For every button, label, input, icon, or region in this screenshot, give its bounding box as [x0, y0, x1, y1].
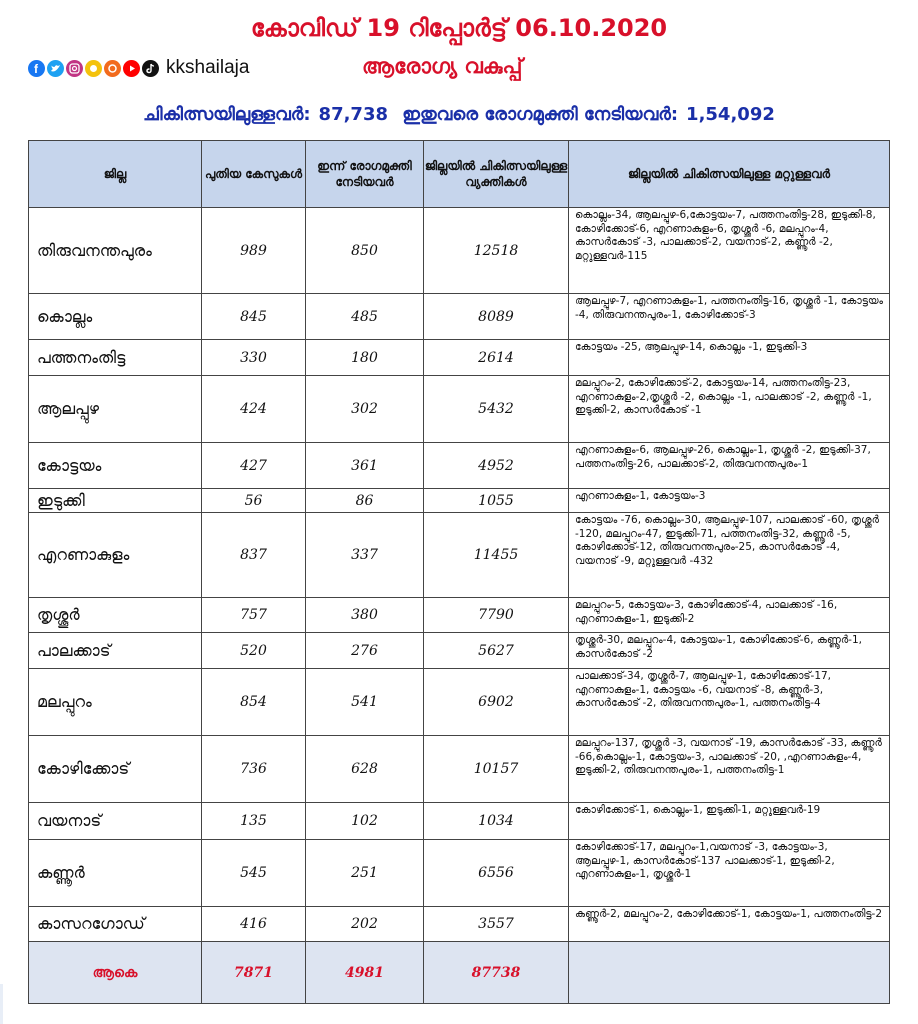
cell-others: എറണാകുളം-6, ആലപ്പുഴ-26, കൊല്ലം-1, തൃശ്ശൂർ -2, ഇടുക്കി-37, പത്തനംതിട്ട-26, പാലക്കാട്-2, തിരുവനന്തപുരം-1: [569, 443, 890, 489]
cell-new-cases: 845: [202, 294, 306, 340]
cell-under-treatment: 2614: [424, 340, 569, 376]
under-treatment-value: 87,738: [318, 104, 389, 125]
header-recovered-today: ഇന്ന് രോഗമുക്തി നേടിയവർ: [306, 141, 424, 208]
district-table: [28, 140, 890, 1004]
cell-under-treatment: 12518: [424, 208, 569, 294]
cell-district: പത്തനംതിട്ട: [29, 340, 202, 376]
cell-others: മലപ്പുറം-137, തൃശ്ശൂർ -3, വയനാട് -19, കാസർകോട് -33, കണ്ണൂർ -66,കൊല്ലം-1, കോട്ടയം-3, പാലക്കാട് -20, ,എറണാകുളം-4, ഇടുക്കി-2, തിരുവനന്തപുരം-1, പത്തനംതിട്ട-1: [569, 736, 890, 803]
cell-new-cases: 837: [202, 513, 306, 598]
total-others: [569, 942, 890, 1004]
cell-under-treatment: 6556: [424, 840, 569, 907]
social-links: [28, 56, 249, 80]
cell-under-treatment: 6902: [424, 669, 569, 736]
cell-others: കണ്ണൂർ-2, മലപ്പുറം-2, കോഴിക്കോട്-1, കോട്ടയം-1, പത്തനംതിട്ട-2: [569, 907, 890, 942]
cell-recovered: 251: [306, 840, 424, 907]
table-row: [29, 376, 890, 443]
cell-others: കോട്ടയം -25, ആലപ്പുഴ-14, കൊല്ലം -1, ഇടുക്കി-3: [569, 340, 890, 376]
cell-under-treatment: 10157: [424, 736, 569, 803]
table-row: [29, 803, 890, 840]
cell-others: തൃശ്ശൂർ-30, മലപ്പുറം-4, കോട്ടയം-1, കോഴിക്കോട്-6, കണ്ണൂർ-1, കാസർകോട് -2: [569, 633, 890, 669]
cell-new-cases: 989: [202, 208, 306, 294]
table-row: [29, 513, 890, 598]
cell-district: തിരുവനന്തപുരം: [29, 208, 202, 294]
table-row: [29, 340, 890, 376]
cell-recovered: 86: [306, 489, 424, 513]
sharechat-icon[interactable]: [104, 60, 121, 77]
header-district: ജില്ല: [29, 141, 202, 208]
cell-recovered: 276: [306, 633, 424, 669]
cell-recovered: 380: [306, 598, 424, 633]
cell-new-cases: 56: [202, 489, 306, 513]
cell-district: മലപ്പുറം: [29, 669, 202, 736]
table-row: [29, 489, 890, 513]
cell-district: വയനാട്: [29, 803, 202, 840]
cell-under-treatment: 11455: [424, 513, 569, 598]
table-row: [29, 294, 890, 340]
cell-new-cases: 135: [202, 803, 306, 840]
department-name: ആരോഗ്യ വകുപ്പ്: [362, 54, 523, 78]
cell-others: മലപ്പുറം-5, കോട്ടയം-3, കോഴിക്കോട്-4, പാലക്കാട് -16, എറണാകുളം-1, ഇടുക്കി-2: [569, 598, 890, 633]
cell-others: പാലക്കാട്-34, തൃശ്ശൂർ-7, ആലപ്പുഴ-1, കോഴിക്കോട്-17, എറണാകുളം-1, കോട്ടയം -6, വയനാട് -8, കണ്ണൂർ-3, കാസർകോട് -2, തിരുവനന്തപുരം-1, പത്തനംതിട്ട-4: [569, 669, 890, 736]
cell-others: എറണാകുളം-1, കോട്ടയം-3: [569, 489, 890, 513]
cell-district: കൊല്ലം: [29, 294, 202, 340]
cell-under-treatment: 3557: [424, 907, 569, 942]
cell-district: ആലപ്പുഴ: [29, 376, 202, 443]
table-row: [29, 443, 890, 489]
cell-under-treatment: 1055: [424, 489, 569, 513]
cell-recovered: 541: [306, 669, 424, 736]
twitter-icon[interactable]: [47, 60, 64, 77]
cell-new-cases: 427: [202, 443, 306, 489]
summary-line: [0, 104, 918, 125]
cell-recovered: 485: [306, 294, 424, 340]
header-new-cases: പുതിയ കേസുകൾ: [202, 141, 306, 208]
cell-district: കോഴിക്കോട്: [29, 736, 202, 803]
cell-new-cases: 416: [202, 907, 306, 942]
tiktok-icon[interactable]: [142, 60, 159, 77]
cell-new-cases: 520: [202, 633, 306, 669]
table-row: [29, 598, 890, 633]
cell-recovered: 180: [306, 340, 424, 376]
table-row: [29, 208, 890, 294]
cell-district: കോട്ടയം: [29, 443, 202, 489]
social-handle: kkshailaja: [166, 57, 250, 78]
page-edge: [0, 984, 3, 1024]
table-row: [29, 907, 890, 942]
recovered-value: 1,54,092: [686, 104, 775, 125]
cell-recovered: 337: [306, 513, 424, 598]
total-recovered: 4981: [306, 942, 424, 1004]
cell-district: തൃശ്ശൂർ: [29, 598, 202, 633]
report-title: കോവിഡ് 19 റിപ്പോർട്ട് 06.10.2020: [250, 14, 668, 42]
svg-text:f: f: [34, 61, 38, 76]
cell-recovered: 302: [306, 376, 424, 443]
cell-new-cases: 757: [202, 598, 306, 633]
cell-new-cases: 736: [202, 736, 306, 803]
recovered-label: ഇതുവരെ രോഗമുക്തി നേടിയവർ:: [402, 104, 679, 125]
facebook-icon[interactable]: [28, 60, 45, 77]
cell-new-cases: 424: [202, 376, 306, 443]
cell-under-treatment: 1034: [424, 803, 569, 840]
cell-under-treatment: 7790: [424, 598, 569, 633]
cell-new-cases: 854: [202, 669, 306, 736]
total-under-treatment: 87738: [424, 942, 569, 1004]
header-under-treatment: ജില്ലയിൽ ചികിത്സയിലുള്ള വ്യക്തികൾ: [424, 141, 569, 208]
district-table-container: [28, 140, 889, 996]
cell-others: ആലപ്പുഴ-7, എറണാകുളം-1, പത്തനംതിട്ട-16, തൃശ്ശൂർ -1, കോട്ടയം -4, തിരുവനന്തപുരം-1, കോഴിക്കോട്-3: [569, 294, 890, 340]
cell-recovered: 102: [306, 803, 424, 840]
cell-recovered: 628: [306, 736, 424, 803]
cell-others: കൊല്ലം-34, ആലപ്പുഴ-6,കോട്ടയം-7, പത്തനംതിട്ട-28, ഇടുക്കി-8, കോഴിക്കോട്-6, എറണാകുളം-6, തൃശ്ശൂർ -6, മലപ്പുറം-4, കാസർകോട് -3, പാലക്കാട്-2, വയനാട്-2, കണ്ണൂർ -2, മറ്റുള്ളവർ-115: [569, 208, 890, 294]
cell-recovered: 202: [306, 907, 424, 942]
table-row: [29, 633, 890, 669]
instagram-icon[interactable]: [66, 60, 83, 77]
cell-district: പാലക്കാട്: [29, 633, 202, 669]
cell-new-cases: 330: [202, 340, 306, 376]
cell-others: കോഴിക്കോട്-17, മലപ്പുറം-1,വയനാട് -3, കോട്ടയം-3, ആലപ്പുഴ-1, കാസർകോട്-137 പാലക്കാട്-1, ഇടുക്കി-2, എറണാകുളം-1, തൃശ്ശൂർ-1: [569, 840, 890, 907]
cell-others: മലപ്പുറം-2, കോഴിക്കോട്-2, കോട്ടയം-14, പത്തനംതിട്ട-23, എറണാകുളം-2,തൃശ്ശൂർ -2, കൊല്ലം -1, പാലക്കാട് -2, കണ്ണൂർ -1, ഇടുക്കി-2, കാസർകോട് -1: [569, 376, 890, 443]
total-new-cases: 7871: [202, 942, 306, 1004]
table-header-row: [29, 141, 890, 208]
total-row: [29, 942, 890, 1004]
cell-others: കോട്ടയം -76, കൊല്ലം-30, ആലപ്പുഴ-107, പാലക്കാട് -60, തൃശ്ശൂർ -120, മലപ്പുറം-47, ഇടുക്കി-71, പത്തനംതിട്ട-32, കണ്ണൂർ -5, കോഴിക്കോട്-12, തിരുവനന്തപുരം-25, കാസർകോട് -4, വയനാട് -9, മറ്റുള്ളവർ -432: [569, 513, 890, 598]
cell-others: കോഴിക്കോട്-1, കൊല്ലം-1, ഇടുക്കി-1, മറ്റുള്ളവർ-19: [569, 803, 890, 840]
total-label: ആകെ: [29, 942, 202, 1004]
table-row: [29, 736, 890, 803]
cell-recovered: 850: [306, 208, 424, 294]
under-treatment-label: ചികിത്സയിലുള്ളവർ:: [143, 104, 311, 125]
cell-under-treatment: 8089: [424, 294, 569, 340]
cell-district: ഇടുക്കി: [29, 489, 202, 513]
youtube-icon[interactable]: [123, 60, 140, 77]
header-others: ജില്ലയിൽ ചികിത്സയിലുള്ള മറ്റുള്ളവർ: [569, 141, 890, 208]
table-row: [29, 669, 890, 736]
cell-under-treatment: 5627: [424, 633, 569, 669]
cell-under-treatment: 5432: [424, 376, 569, 443]
cell-new-cases: 545: [202, 840, 306, 907]
cell-district: കാസറഗോഡ്: [29, 907, 202, 942]
cell-under-treatment: 4952: [424, 443, 569, 489]
cell-district: കണ്ണൂർ: [29, 840, 202, 907]
cell-district: എറണാകുളം: [29, 513, 202, 598]
cell-recovered: 361: [306, 443, 424, 489]
koo-icon[interactable]: [85, 60, 102, 77]
table-row: [29, 840, 890, 907]
